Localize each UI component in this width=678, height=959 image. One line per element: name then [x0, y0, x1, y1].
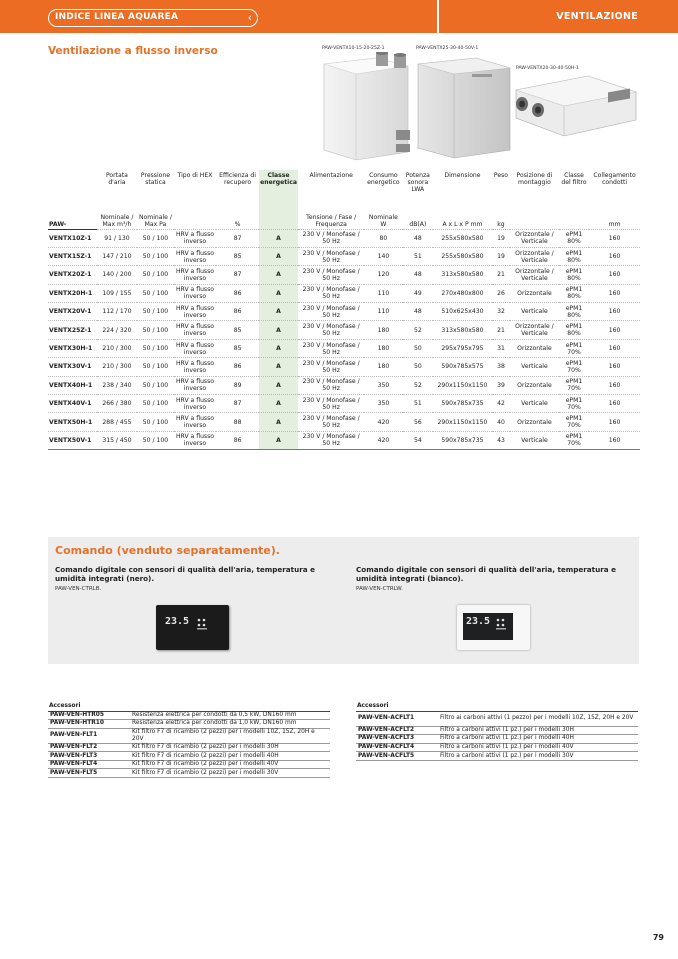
page-number: 79	[652, 933, 664, 942]
accessory-code: PAW-VEN-ACFLT1	[356, 711, 438, 726]
spec-cell: A	[259, 339, 298, 357]
accessories-header: Accessori	[48, 702, 130, 711]
accessory-code: PAW-VEN-FLT1	[48, 728, 130, 743]
spec-cell: 147 / 210	[97, 247, 138, 265]
accessory-description: Resistenza elettrica per condotti da 0,5 kW, DN160 mm	[130, 711, 330, 720]
spec-cell: Verticale	[510, 303, 559, 321]
spec-cell: Orizzontale / Verticale	[510, 247, 559, 265]
spec-header: Tipo di HEX	[177, 172, 213, 179]
accessories-left-body	[48, 711, 330, 778]
spec-row	[48, 284, 640, 302]
spec-cell: 87	[216, 229, 259, 247]
spec-unit: A x L x P mm	[442, 220, 483, 228]
spec-cell: 40	[492, 413, 510, 431]
spec-cell: ePM1 70%	[559, 431, 589, 449]
spec-cell: 110	[364, 284, 403, 302]
spec-cell: 230 V / Monofase / 50 Hz	[298, 247, 364, 265]
spec-cell: 87	[216, 395, 259, 413]
spec-cell: 50 / 100	[137, 284, 174, 302]
spec-cell: ePM1 80%	[559, 284, 589, 302]
spec-cell: HRV a flusso inverso	[174, 321, 217, 339]
spec-cell: 180	[364, 358, 403, 376]
spec-cell: 50 / 100	[137, 247, 174, 265]
spec-cell: 42	[492, 395, 510, 413]
spec-cell: 224 / 320	[97, 321, 138, 339]
accessory-description: Filtro a carboni attivi (1 pz.) per i modelli 30V	[438, 752, 638, 761]
spec-cell: HRV a flusso inverso	[174, 229, 217, 247]
spec-row	[48, 413, 640, 431]
spec-cell: 160	[589, 321, 640, 339]
spec-cell: A	[259, 395, 298, 413]
spec-cell: ePM1 70%	[559, 339, 589, 357]
spec-cell: 160	[589, 266, 640, 284]
spec-cell: 140	[364, 247, 403, 265]
unit-image-v	[414, 54, 514, 164]
spec-cell: 49	[403, 284, 433, 302]
spec-cell: A	[259, 321, 298, 339]
spec-cell: A	[259, 413, 298, 431]
spec-cell: A	[259, 303, 298, 321]
spec-cell: 266 / 380	[97, 395, 138, 413]
spec-header: Consumo energetico	[367, 172, 400, 186]
spec-cell: Verticale	[510, 395, 559, 413]
spec-cell: 590x785x735	[433, 395, 492, 413]
header-divider	[437, 0, 439, 33]
spec-cell: HRV a flusso inverso	[174, 247, 217, 265]
spec-cell: 140 / 200	[97, 266, 138, 284]
spec-unit: mm	[608, 220, 621, 228]
spec-cell: Orizzontale / Verticale	[510, 229, 559, 247]
product-label-h: PAW-VENTX20-30-40-50H-1	[516, 66, 579, 71]
spec-header: Pressione statica	[140, 172, 170, 186]
spec-cell: 43	[492, 431, 510, 449]
spec-header: Classe energetica	[259, 170, 298, 201]
spec-cell: 590x785x735	[433, 431, 492, 449]
spec-cell: 230 V / Monofase / 50 Hz	[298, 229, 364, 247]
spec-cell: 50 / 100	[137, 358, 174, 376]
accessory-row	[48, 760, 330, 769]
spec-cell: 510x625x430	[433, 303, 492, 321]
accessory-row	[356, 711, 638, 726]
unit-image-z	[316, 52, 416, 162]
accessory-row	[48, 752, 330, 761]
command-left-code: PAW-VEN-CTRLB.	[55, 586, 102, 592]
accessories-header-blank	[130, 702, 330, 711]
spec-table	[48, 170, 640, 450]
command-right-code: PAW-VEN-CTRLW.	[356, 586, 403, 592]
spec-cell: ePM1 70%	[559, 358, 589, 376]
spec-model-cell: VENTX40V-1	[48, 395, 97, 413]
spec-cell: 85	[216, 339, 259, 357]
accessory-row	[356, 735, 638, 744]
accessory-code: PAW-VEN-HTR05	[48, 711, 130, 720]
spec-cell: 238 / 340	[97, 376, 138, 394]
accessory-row	[48, 720, 330, 729]
spec-cell: 50 / 100	[137, 395, 174, 413]
spec-cell: 230 V / Monofase / 50 Hz	[298, 284, 364, 302]
spec-model-cell: VENTX40H-1	[48, 376, 97, 394]
spec-cell: 86	[216, 284, 259, 302]
accessory-description: Kit filtro F7 di ricambio (2 pezzi) per i modelli 30V	[130, 769, 330, 778]
spec-cell: 56	[403, 413, 433, 431]
spec-cell: 50 / 100	[137, 431, 174, 449]
spec-header: Posizione di montaggio	[516, 172, 553, 186]
controller-black-image	[156, 605, 229, 650]
spec-cell: 54	[403, 431, 433, 449]
spec-cell: 26	[492, 284, 510, 302]
accessories-header: Accessori	[356, 702, 438, 711]
spec-cell: 230 V / Monofase / 50 Hz	[298, 303, 364, 321]
controller-white-temp: 23.5	[466, 616, 491, 627]
spec-model-cell: VENTX30H-1	[48, 339, 97, 357]
spec-row	[48, 266, 640, 284]
accessory-row	[48, 743, 330, 752]
spec-cell: Orizzontale / Verticale	[510, 321, 559, 339]
spec-table-body	[48, 229, 640, 450]
spec-cell: 160	[589, 247, 640, 265]
spec-cell: 50 / 100	[137, 303, 174, 321]
spec-cell: 88	[216, 413, 259, 431]
spec-unit: Nominale / Max Pa	[138, 213, 172, 228]
spec-cell: Verticale	[510, 431, 559, 449]
unit-image-h	[508, 70, 640, 148]
spec-cell: 288 / 455	[97, 413, 138, 431]
header-bar	[0, 0, 678, 33]
spec-row	[48, 321, 640, 339]
spec-cell: ePM1 80%	[559, 266, 589, 284]
spec-model-cell: VENTX15Z-1	[48, 247, 97, 265]
spec-cell: 52	[403, 321, 433, 339]
accessory-row	[48, 711, 330, 720]
spec-cell: 50 / 100	[137, 229, 174, 247]
spec-cell: 120	[364, 266, 403, 284]
accessory-description: Kit filtro F7 di ricambio (2 pezzi) per i modelli 40H	[130, 752, 330, 761]
spec-cell: 590x785x575	[433, 358, 492, 376]
spec-cell: A	[259, 247, 298, 265]
spec-cell: 313x580x580	[433, 266, 492, 284]
spec-header: Potenza sonora LWA	[405, 172, 430, 193]
spec-cell: 210 / 300	[97, 358, 138, 376]
spec-header: Portata d'aria	[105, 172, 128, 186]
product-label-v: PAW-VENTX25-30-40-50V-1	[416, 46, 479, 51]
accessory-row	[48, 769, 330, 778]
spec-cell: 230 V / Monofase / 50 Hz	[298, 431, 364, 449]
spec-cell: 255x580x580	[433, 229, 492, 247]
spec-cell: HRV a flusso inverso	[174, 358, 217, 376]
spec-cell: Orizzontale	[510, 413, 559, 431]
spec-cell: 290x1150x1150	[433, 413, 492, 431]
chevron-left-icon: ‹	[247, 11, 252, 24]
spec-cell: 85	[216, 321, 259, 339]
spec-cell: 109 / 155	[97, 284, 138, 302]
spec-row	[48, 339, 640, 357]
spec-cell: 255x580x580	[433, 247, 492, 265]
spec-cell: ePM1 80%	[559, 247, 589, 265]
spec-cell: 85	[216, 247, 259, 265]
spec-cell: 48	[403, 303, 433, 321]
spec-unit	[174, 201, 217, 229]
spec-unit: kg	[497, 220, 505, 228]
spec-cell: 230 V / Monofase / 50 Hz	[298, 413, 364, 431]
spec-unit: PAW-	[48, 201, 97, 229]
accessory-description: Filtro a carboni attivi (1 pz.) per i modelli 40V	[438, 743, 638, 752]
spec-cell: A	[259, 284, 298, 302]
spec-unit	[259, 201, 298, 229]
spec-cell: A	[259, 376, 298, 394]
spec-cell: Orizzontale	[510, 284, 559, 302]
section-title: VENTILAZIONE	[556, 11, 638, 22]
spec-cell: 230 V / Monofase / 50 Hz	[298, 339, 364, 357]
spec-cell: 19	[492, 247, 510, 265]
accessory-code: PAW-VEN-HTR10	[48, 720, 130, 729]
spec-cell: 21	[492, 266, 510, 284]
spec-header: Classe del filtro	[561, 172, 587, 186]
spec-cell: 39	[492, 376, 510, 394]
spec-cell: A	[259, 229, 298, 247]
spec-cell: 51	[403, 247, 433, 265]
command-panel	[48, 537, 639, 664]
spec-cell: 420	[364, 431, 403, 449]
spec-row	[48, 247, 640, 265]
spec-cell: A	[259, 431, 298, 449]
accessory-description: Kit filtro F7 di ricambio (2 pezzi) per i modelli 10Z, 15Z, 20H e 20V	[130, 728, 330, 743]
spec-cell: 86	[216, 358, 259, 376]
spec-cell: 180	[364, 321, 403, 339]
spec-unit: Nominale / Max m³/h	[100, 213, 134, 228]
spec-cell: 160	[589, 339, 640, 357]
spec-model-cell: VENTX20Z-1	[48, 266, 97, 284]
spec-header: Alimentazione	[309, 172, 353, 179]
spec-model-cell: VENTX20H-1	[48, 284, 97, 302]
spec-header: Efficienza di recupero	[219, 172, 256, 186]
accessories-table-left	[48, 702, 330, 778]
spec-cell: 160	[589, 376, 640, 394]
index-label: INDICE LINEA AQUAREA	[55, 12, 179, 22]
spec-cell: A	[259, 266, 298, 284]
accessories-right-body	[356, 711, 638, 760]
spec-unit	[559, 201, 589, 229]
spec-row	[48, 431, 640, 449]
spec-cell: 160	[589, 303, 640, 321]
spec-unit: Tensione / Fase / Frequenza	[306, 213, 357, 228]
spec-cell: Verticale	[510, 358, 559, 376]
accessory-code: PAW-VEN-ACFLT3	[356, 735, 438, 744]
spec-cell: 315 / 450	[97, 431, 138, 449]
accessory-code: PAW-VEN-FLT3	[48, 752, 130, 761]
spec-header: Dimensione	[444, 172, 481, 179]
spec-cell: 180	[364, 339, 403, 357]
spec-cell: 50 / 100	[137, 339, 174, 357]
command-left-desc: Comando digitale con sensori di qualità dell'aria, temperatura e umidità integrati (nero).	[55, 565, 315, 583]
spec-cell: HRV a flusso inverso	[174, 266, 217, 284]
spec-cell: 350	[364, 395, 403, 413]
product-label-z: PAW-VENTX10-15-20-25Z-1	[322, 46, 385, 51]
spec-cell: 295x795x795	[433, 339, 492, 357]
spec-cell: 50 / 100	[137, 413, 174, 431]
spec-row	[48, 376, 640, 394]
accessory-description: Filtro ai carboni attivi (1 pezzo) per i modelli 10Z, 15Z, 20H e 20V	[438, 711, 638, 726]
spec-cell: 50	[403, 339, 433, 357]
spec-cell: 50	[403, 358, 433, 376]
spec-cell: 91 / 130	[97, 229, 138, 247]
spec-cell: 50 / 100	[137, 266, 174, 284]
accessory-row	[48, 728, 330, 743]
controller-white-image	[457, 605, 530, 650]
spec-cell: HRV a flusso inverso	[174, 303, 217, 321]
spec-cell: HRV a flusso inverso	[174, 376, 217, 394]
spec-cell: ePM1 70%	[559, 413, 589, 431]
spec-cell: ePM1 70%	[559, 376, 589, 394]
spec-unit	[510, 201, 559, 229]
spec-cell: Orizzontale / Verticale	[510, 266, 559, 284]
spec-cell: 112 / 170	[97, 303, 138, 321]
spec-cell: 19	[492, 229, 510, 247]
spec-cell: 230 V / Monofase / 50 Hz	[298, 321, 364, 339]
spec-cell: 87	[216, 266, 259, 284]
spec-cell: 210 / 300	[97, 339, 138, 357]
accessory-row	[356, 726, 638, 735]
spec-model-cell: VENTX30V-1	[48, 358, 97, 376]
spec-cell: 270x480x800	[433, 284, 492, 302]
controller-black-temp: 23.5	[165, 616, 190, 627]
spec-row	[48, 358, 640, 376]
spec-cell: HRV a flusso inverso	[174, 395, 217, 413]
spec-unit: Nominale W	[368, 213, 398, 228]
accessories-table-right	[356, 702, 638, 761]
controller-black-display	[162, 613, 214, 640]
spec-cell: 160	[589, 358, 640, 376]
page-subtitle: Ventilazione a flusso inverso	[48, 45, 218, 57]
spec-cell: HRV a flusso inverso	[174, 431, 217, 449]
spec-cell: Orizzontale	[510, 339, 559, 357]
controller-white-display	[463, 613, 513, 640]
spec-cell: ePM1 80%	[559, 303, 589, 321]
spec-cell: 160	[589, 413, 640, 431]
accessory-code: PAW-VEN-ACFLT4	[356, 743, 438, 752]
spec-cell: ePM1 80%	[559, 321, 589, 339]
spec-cell: 32	[492, 303, 510, 321]
spec-cell: 80	[364, 229, 403, 247]
spec-model-cell: VENTX25Z-1	[48, 321, 97, 339]
spec-cell: A	[259, 358, 298, 376]
spec-header	[48, 170, 97, 201]
accessory-code: PAW-VEN-FLT2	[48, 743, 130, 752]
spec-cell: 48	[403, 266, 433, 284]
spec-cell: 350	[364, 376, 403, 394]
accessory-description: Resistenza elettrica per condotti da 1,0 kW, DN160 mm	[130, 720, 330, 729]
spec-cell: 50 / 100	[137, 321, 174, 339]
accessory-code: PAW-VEN-FLT4	[48, 760, 130, 769]
accessory-code: PAW-VEN-ACFLT2	[356, 726, 438, 735]
spec-row	[48, 303, 640, 321]
spec-cell: ePM1 70%	[559, 395, 589, 413]
spec-cell: 52	[403, 376, 433, 394]
spec-unit: %	[234, 220, 241, 228]
spec-row	[48, 395, 640, 413]
spec-cell: 313x580x580	[433, 321, 492, 339]
accessory-description: Kit filtro F7 di ricambio (2 pezzi) per i modelli 30H	[130, 743, 330, 752]
spec-model-cell: VENTX50V-1	[48, 431, 97, 449]
spec-cell: 51	[403, 395, 433, 413]
spec-cell: 89	[216, 376, 259, 394]
index-link[interactable]	[48, 9, 258, 27]
spec-cell: HRV a flusso inverso	[174, 339, 217, 357]
accessory-code: PAW-VEN-ACFLT5	[356, 752, 438, 761]
spec-cell: 86	[216, 431, 259, 449]
spec-cell: 21	[492, 321, 510, 339]
accessory-description: Kit filtro F7 di ricambio (2 pezzi) per i modelli 40V	[130, 760, 330, 769]
spec-cell: 160	[589, 395, 640, 413]
spec-unit: dB(A)	[409, 220, 427, 228]
spec-cell: 48	[403, 229, 433, 247]
spec-row	[48, 229, 640, 247]
spec-cell: 86	[216, 303, 259, 321]
spec-model-cell: VENTX10Z-1	[48, 229, 97, 247]
accessory-description: Filtro a carboni attivi (1 pz.) per i modelli 40H	[438, 735, 638, 744]
accessories-header-blank	[438, 702, 638, 711]
spec-cell: Orizzontale	[510, 376, 559, 394]
spec-cell: 38	[492, 358, 510, 376]
spec-cell: HRV a flusso inverso	[174, 413, 217, 431]
spec-cell: 420	[364, 413, 403, 431]
spec-model-cell: VENTX50H-1	[48, 413, 97, 431]
air-quality-icon	[196, 617, 210, 631]
spec-cell: 160	[589, 284, 640, 302]
spec-header: Collegamento condotti	[593, 172, 636, 186]
spec-cell: 160	[589, 431, 640, 449]
accessory-code: PAW-VEN-FLT5	[48, 769, 130, 778]
spec-cell: 230 V / Monofase / 50 Hz	[298, 358, 364, 376]
command-right-desc: Comando digitale con sensori di qualità dell'aria, temperatura e umidità integrati (bianco).	[356, 565, 616, 583]
spec-cell: ePM1 80%	[559, 229, 589, 247]
spec-cell: 230 V / Monofase / 50 Hz	[298, 376, 364, 394]
spec-cell: 290x1150x1150	[433, 376, 492, 394]
spec-model-cell: VENTX20V-1	[48, 303, 97, 321]
spec-cell: 31	[492, 339, 510, 357]
spec-cell: 230 V / Monofase / 50 Hz	[298, 395, 364, 413]
accessory-description: Filtro a carboni attivi (1 pz.) per i modelli 30H	[438, 726, 638, 735]
accessory-row	[356, 743, 638, 752]
spec-header: Peso	[493, 172, 509, 179]
command-title: Comando (venduto separatamente).	[55, 544, 280, 557]
spec-cell: 160	[589, 229, 640, 247]
spec-cell: 50 / 100	[137, 376, 174, 394]
spec-cell: 110	[364, 303, 403, 321]
accessory-row	[356, 752, 638, 761]
air-quality-icon	[495, 617, 509, 631]
spec-cell: HRV a flusso inverso	[174, 284, 217, 302]
spec-cell: 230 V / Monofase / 50 Hz	[298, 266, 364, 284]
